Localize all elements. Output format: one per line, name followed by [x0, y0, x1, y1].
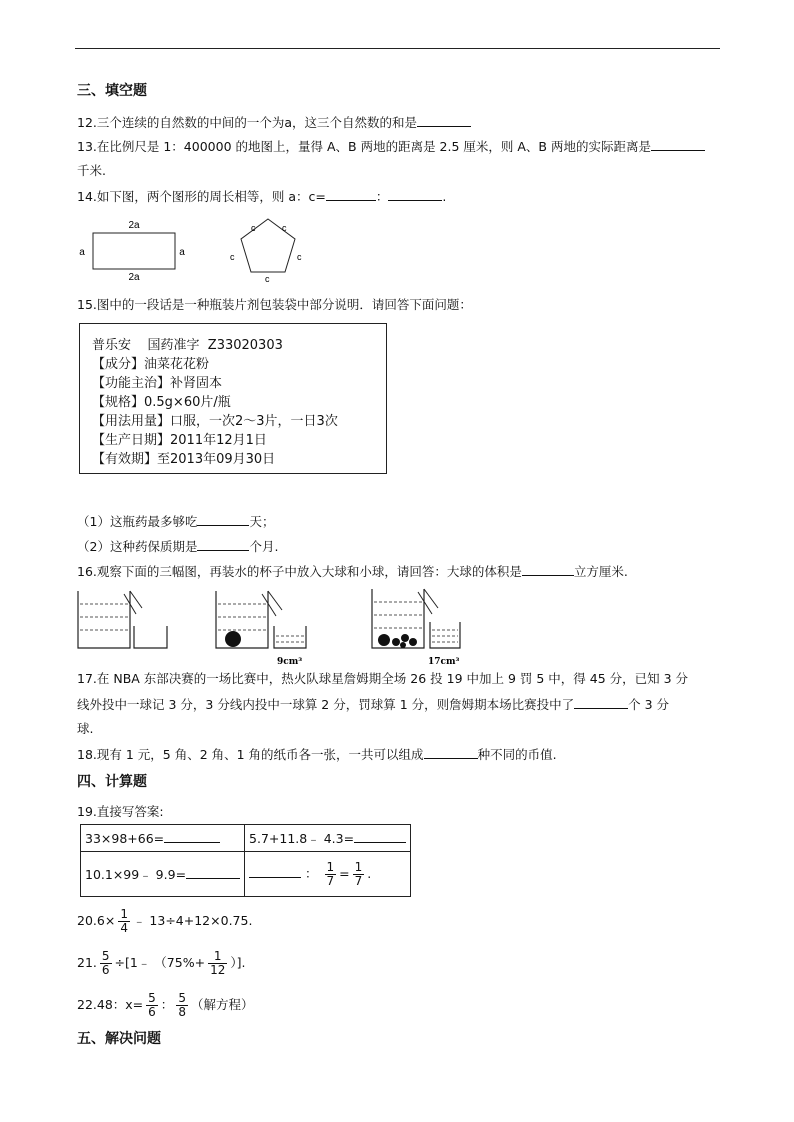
- answer-blank[interactable]: [326, 188, 376, 201]
- fraction: $\frac{5}{6}$: [148, 991, 156, 1019]
- answer-blank[interactable]: [186, 866, 240, 879]
- fraction: $\frac{1}{4}$: [120, 907, 128, 935]
- label-line-ingredients: 【成分】油菜花花粉: [92, 357, 210, 372]
- question-15-1: （1）这瓶药最多够吃 天；: [77, 514, 275, 529]
- answer-blank[interactable]: [417, 114, 471, 127]
- cup-1: [78, 591, 167, 648]
- pentagon-side-label: c: [230, 252, 235, 262]
- small-ball: [392, 638, 400, 646]
- label-line-dosage: 【用法用量】口服，一次2～3片，一日3次: [92, 414, 338, 429]
- fraction: $\frac{1}{7}$: [326, 859, 335, 888]
- small-ball: [400, 642, 406, 648]
- answer-blank[interactable]: [197, 513, 249, 526]
- label-line-production-date: 【生产日期】2011年12月1日: [92, 433, 267, 448]
- calc-cell: ： $\frac{1}{7}$ = $\frac{1}{7}$ .: [245, 852, 411, 897]
- calc-table-19: [80, 824, 411, 897]
- cup-3-volume-label: 17cm³: [428, 657, 460, 667]
- pentagon-side-label: c: [265, 274, 270, 284]
- fraction: $\frac{1}{7}$: [354, 859, 363, 888]
- answer-blank[interactable]: [164, 830, 220, 843]
- answer-blank[interactable]: [197, 538, 249, 551]
- pentagon-side-label: c: [251, 223, 256, 233]
- big-ball: [225, 631, 241, 647]
- cup-3: [372, 589, 460, 667]
- answer-blank[interactable]: [249, 865, 301, 878]
- rect-top-label: 2a: [128, 220, 140, 231]
- fraction: $\frac{5}{6}$: [101, 949, 110, 977]
- label-line-expiry: 【有效期】至2013年09月30日: [92, 452, 276, 467]
- rect-bottom-label: 2a: [128, 272, 140, 283]
- question-13: 13.在比例尺是 1：400000 的地图上，量得 A、B 两地的距离是 2.5 厘米，则 A、B 两地的实际距离是: [77, 138, 705, 155]
- figure-16: [72, 586, 472, 668]
- question-20: 20.6× $\frac{1}{4}$ ﹣ 13÷4+12×0.75.: [77, 907, 253, 935]
- question-16: 16.观察下面的三幅图，再装水的杯子中放入大球和小球，请回答：大球的体积是 立方厘米.: [77, 564, 628, 579]
- calc-cell: 33×98+66=: [81, 825, 245, 852]
- fraction: $\frac{1}{12}$: [210, 949, 226, 977]
- top-rule: [75, 48, 720, 49]
- cup-2-volume-label: 9cm³: [277, 657, 303, 667]
- question-17-line-1: 17.在 NBA 东部决赛的一场比赛中，热火队球星詹姆期全场 26 投 19 中加上 9 罚 5 中，得 45 分，已知 3 分: [77, 671, 689, 686]
- pentagon-side-label: c: [282, 223, 287, 233]
- answer-blank[interactable]: [651, 138, 705, 151]
- label-line-product: 普乐安 国药准字 Z33020303: [92, 338, 283, 353]
- question-17-line-3: 球.: [77, 721, 94, 736]
- rectangle-shape: [93, 233, 175, 269]
- question-14: 14.如下图，两个图形的周长相等，则 a：c= ： .: [77, 189, 447, 204]
- section-5-heading: 五、解决问题: [77, 1031, 161, 1047]
- question-15-2: （2）这种药保质期是 个月.: [77, 539, 279, 554]
- rect-left-label: a: [79, 247, 85, 258]
- pentagon-shape: [241, 219, 295, 272]
- big-ball: [378, 634, 390, 646]
- answer-blank[interactable]: [522, 563, 574, 576]
- answer-blank[interactable]: [574, 696, 628, 709]
- answer-blank[interactable]: [424, 746, 478, 759]
- label-line-spec: 【规格】0.5g×60片/瓶: [92, 395, 231, 410]
- rect-right-label: a: [179, 247, 185, 258]
- question-15: 15.图中的一段话是一种瓶装片剂包装袋中部分说明．请回答下面问题：: [77, 297, 472, 312]
- answer-blank[interactable]: [354, 830, 406, 843]
- medicine-label-box: [79, 323, 387, 474]
- fraction: $\frac{5}{8}$: [178, 991, 186, 1019]
- question-17-line-2: 线外投中一球记 3 分，3 分线内投中一球算 2 分，罚球算 1 分，则詹姆期本场比赛投中了 个 3 分: [77, 697, 670, 712]
- section-4-heading: 四、计算题: [77, 774, 147, 790]
- question-22: 22.48：x= $\frac{5}{6}$ ： $\frac{5}{8}$ （解方程）: [77, 991, 254, 1019]
- answer-blank[interactable]: [388, 188, 442, 201]
- calc-cell: 10.1×99﹣ 9.9=: [81, 852, 245, 897]
- question-12: 12.三个连续的自然数的中间的一个为a，这三个自然数的和是: [77, 114, 471, 131]
- calc-cell: 5.7+11.8﹣ 4.3=: [245, 825, 411, 852]
- question-19: 19.直接写答案:: [77, 804, 164, 819]
- question-21: 21. $\frac{5}{6}$ ÷[1﹣ （75%+ $\frac{1}{12}$ ）].: [77, 949, 246, 977]
- figure-14: [70, 212, 330, 287]
- pentagon-side-label: c: [297, 252, 302, 262]
- small-ball: [401, 634, 409, 642]
- small-ball: [409, 638, 417, 646]
- cup-2: [216, 591, 306, 667]
- question-13-unit: 千米.: [77, 163, 106, 178]
- section-3-heading: 三、填空题: [77, 83, 147, 99]
- label-line-function: 【功能主治】补肾固本: [92, 376, 223, 391]
- question-18: 18.现有 1 元，5 角、2 角、1 角的纸币各一张，一共可以组成 种不同的币值.: [77, 747, 557, 762]
